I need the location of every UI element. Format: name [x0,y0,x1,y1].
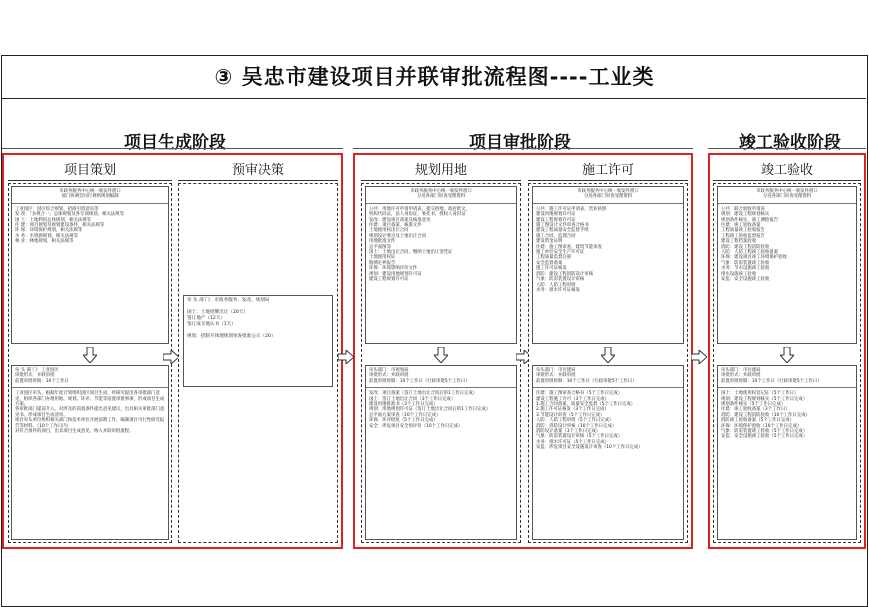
project-planning-top-head: 市政务服务中心统一收发件窗口 部门协调会同行规则规划编制 [59,189,121,200]
project-planning-top-body: 工业园区：园区综合规划、招商引资意向等 发 改：「多规合一」总体规划及各专项规划，相关法规等 国 土：土地利用总体规划，相关法规等 住 建：项目规划及规划建设条件，相关法规等 环 保：环境保护规划，相关法规等 水 务：水资源规划、相关法规等 林 业：林地规划，相关法规等 [15,206,124,245]
planning-land-top-box [365,186,517,344]
completion-bottom-box [717,365,857,540]
planning-land-top-head: 市政务服务中心统一收发件窗口 分送各部门审查受理资料 [410,189,472,200]
completion-top-body: 公共：联合验收申请表 规划：建设工程规划核实 规划条件核实，竣工测绘报告 住建：竣工验收备案 工程质量竣工验收报告 工程竣工验收监督报告 建设工程档案验收 消防：建设工程消防验收 人防：人防工程竣工验收备案 环保：建设项目竣工环境保护验收 气象：防雷装置竣工验收 水务：节水设施竣工验收 排水设施竣工验收 安监：安全设施竣工验收 [721,206,787,283]
pre-review-box [183,295,333,387]
planning-land-bottom-head: 牵头部门：市规划局 审批形式：并联审批 前置审批时限：10个工作日（行政审批5个工作日） [369,368,470,384]
divider [12,203,168,204]
diagram-title: ③ 吴忠市建设项目并联审批流程图----工业类 [214,65,655,89]
project-planning-bottom-body: 工业园区牵头，根据年度计划组织园区项目生成，经研究提出各审批部门意见，组织各部门办理用地、规划、环评、节能等前置审批事项，形成项目生成方案。 各审批部门提前介入，对涉及的前置条件提出意见建议，出具相关审批部门意见书，形成项目生成清单。 项目牵头单位组织相关部门和技术单位开展前期工作，编制项目可行性研究报告等材料。（10个工作日内） 对符合条件的项目，出具项目生成意见，纳入并联审批流程。 [15,391,165,435]
phase-generation-underline [2,148,343,149]
construction-permit-bottom-body: 住建：施工图审查合格书（5个工作日完成） 建设工程施工许可（3个工作日完成） 1.施工合同备案，质量安全监督（5个工作日完成） 2.施工许可证核发（3个工作日完成） 3.节能设计审查（5个工作日完成） 人防：人防工程审批（5个工作日完成） 消防：消防设计审核（10个工作日完成） 消防设计备案（3个工作日完成） 气象：防雷装置设计审核（5个工作日完成） 水务：排水许可证（5个工作日完成） 安监：涉危项目安全设施设计审查（10个工作日完成） [536,391,643,451]
arrow-right-icon [163,350,179,364]
construction-permit-bottom-head: 牵头部门：市住建局 审批形式：并联审批 前置审批时限：10个工作日（行政审批5个工作日） [536,368,637,384]
construction-permit-top-head: 市政务服务中心统一收发件窗口 分送各部门审查受理资料 [577,189,639,200]
arrow-down-icon [780,347,794,363]
column-completion-rule [713,180,861,181]
title-divider [1,98,866,99]
arrow-down-icon [601,347,615,363]
phase-approval-underline [353,148,693,149]
divider [718,387,856,388]
arrow-down-icon [434,347,448,363]
column-planning-land: 规划用地 [414,163,467,178]
completion-top-head: 市政务服务中心统一收发件窗口 分送各部门审查受理资料 [756,189,818,200]
column-pre-review: 预审决策 [231,163,284,178]
divider [366,387,516,388]
column-project-planning: 项目策划 [63,163,116,178]
arrow-right-icon [338,350,354,364]
phase-approval-label: 项目审批阶段 [469,133,571,153]
divider [533,387,683,388]
phase-generation-label: 项目生成阶段 [124,133,226,153]
construction-permit-top-box [532,186,684,344]
column-completion: 竣工验收 [760,163,813,178]
column-construction-permit: 施工许可 [581,163,634,178]
column-pre-review-rule [178,180,338,181]
divider [533,203,683,204]
column-construction-permit-rule [528,180,688,181]
completion-bottom-body: 国土：土地使用权登记证（5个工作日） 规划：建设工程规划核实（5个工作日完成） 规划条件核实（5个工作日完成） 住建：竣工验收备案（3个工作日） 消防：建设工程消防验收（10个工作日完成） 消防竣工验收备案（5个工作日完成） 环保：环境保护验收（10个工作日完成） 气象：防雷装置竣工验收（5个工作日完成） 安监：安全设施竣工验收（5个工作日完成） [721,391,811,440]
phase-completion-label: 竣工验收阶段 [739,133,841,153]
project-planning-bottom-head: 牵 头 部 门：工业园区 审批形式：并联审批 前置审批时限：10个工作日 [15,368,69,384]
completion-bottom-head: 牵头部门：市住建局 审批形式：并联审批 前置审批时限：10个工作日（行政审批5个工作日） [721,368,822,384]
divider [366,203,516,204]
divider [718,203,856,204]
planning-land-bottom-box [365,365,517,540]
arrow-down-icon [83,347,97,363]
construction-permit-bottom-box [532,365,684,540]
project-planning-bottom-box [11,365,169,540]
project-planning-top-box [11,186,169,344]
phase-completion-underline [708,148,866,149]
completion-top-box [717,186,857,344]
construction-permit-top-body: 公共：施工许可证申请表，营业执照 建设用地规划许可证 建设工程规划许可证 施工图设计文件审查合格书 建设工程质量安全监督手续 施工合同，监理合同 建设资金证明 住建：施工图审查，建筑节能审查 施工单位安全生产许可证 工程质量监督注册 安全监督备案 施工许可证核发 消防：建设工程消防设计审核 气象：防雷装置设计审核 人防：人防工程审批 水务：排水许可证核发 [536,206,607,293]
planning-land-bottom-body: 发改：项目备案（签订土地出让合同后的1工作日完成） 国土：签订土地出让合同（3个工作日完成） 建设用地批准书（3个工作日完成） 规划：用地规划许可证（签订土地出让合同后的1工作日完成） 总平面方案审查（10个工作日完成） 环保：环评批复（5个工作日完成） 安全：涉危项目安全预评价（10个工作日完成） [369,391,491,429]
column-planning-land-rule [361,180,521,181]
arrow-right-icon [691,350,707,364]
column-project-planning-rule [8,180,172,181]
planning-land-top-body: 公共：用地许可申请申请表，提交供地，政府批文， 机构代码证，法人身份证，委托书，授权人身份证 发改：建设项目备案及核准意见 住建：项目备案，核准文件 土地使用权出让合同 规划设计要点及土地出让合同 用地批准文件 总平面图等 国土：土地出让合同，缴纳土地出让金凭证 土地使用权证 勘测定界报告 环保：环境影响评价文件 规划：建设用地规划许可证 建设工程规划许可证 [369,206,470,283]
pre-review-body: 牵 头 部 门：市政务服务、发改、规划局 国土：土地招牌出让（20天） 签订地产（12天） 签订成交地认书（1天） 规划：招制开体理规划审查批准公示（20） [187,298,276,339]
divider [12,387,168,388]
